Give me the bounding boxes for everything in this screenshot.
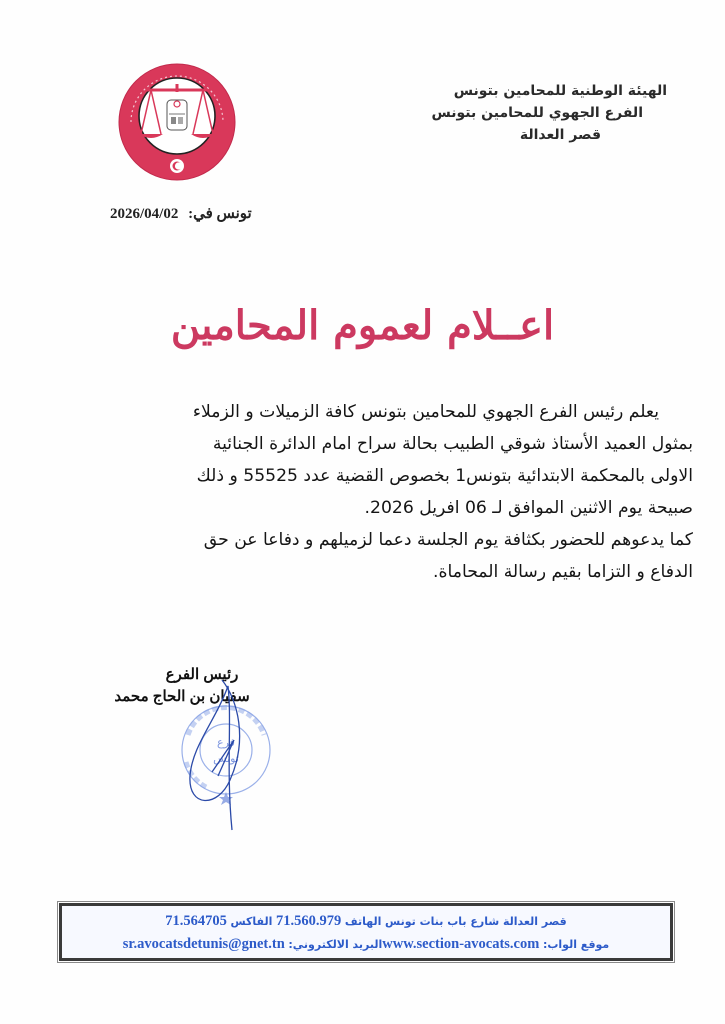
date-value: 2026/04/02	[110, 206, 179, 222]
svg-text:تونس: تونس	[213, 752, 239, 765]
org-header	[413, 80, 673, 146]
body-line: كما يدعوهم للحضور بكثافة يوم الجلسة دعما لزميلهم و دفاعا عن حق	[203, 530, 693, 550]
regional-branch-name: الفرع الجهوي للمحامين بتونس	[431, 105, 643, 121]
website-link[interactable]: www.section-avocats.com	[382, 936, 540, 952]
announcement-body	[82, 396, 693, 588]
signatory-name: سفيان بن الحاج محمد	[114, 688, 250, 705]
contact-footer	[59, 903, 673, 961]
date-line	[110, 204, 252, 223]
signatory-role: رئيس الفرع	[165, 666, 239, 683]
org-address-short: قصر العدالة	[519, 127, 601, 143]
body-line: الاولى بالمحكمة الابتدائية بتونس1 بخصوص القضية عدد 55525 و ذلك	[196, 466, 693, 486]
official-stamp-icon	[168, 680, 288, 840]
email-link[interactable]: sr.avocatsdetunis@gnet.tn	[122, 936, 285, 952]
footer-web-line	[62, 933, 670, 956]
website-label: موقع الواب:	[542, 938, 610, 951]
phone-number: 71.560.979	[276, 913, 342, 929]
date-label: تونس في:	[188, 206, 252, 222]
fax-number: 71.564705	[165, 913, 227, 929]
body-line: الدفاع و التزاما بقيم رسالة المحاماة.	[433, 562, 693, 582]
svg-text:فرع: فرع	[217, 736, 235, 749]
body-line: يعلم رئيس الفرع الجهوي للمحامين بتونس كافة الزميلات و الزملاء	[192, 402, 659, 422]
footer-address: قصر العدالة شارع باب بنات تونس	[385, 915, 567, 928]
bar-association-seal-icon	[117, 62, 237, 186]
phone-label: الهاتف	[344, 915, 382, 928]
footer-address-line	[62, 910, 670, 933]
document-title: اعــلام لعموم المحامين	[170, 302, 555, 349]
fax-label: الفاكس	[230, 915, 273, 928]
body-line: بمثول العميد الأستاذ شوقي الطبيب بحالة سراح امام الدائرة الجنائية	[212, 434, 693, 454]
org-name: الهيئة الوطنية للمحامين بتونس	[453, 83, 667, 99]
email-label: البريد الالكتروني:	[288, 938, 383, 951]
body-line: صبيحة يوم الاثنين الموافق لـ 06 افريل 2026.	[364, 498, 693, 518]
